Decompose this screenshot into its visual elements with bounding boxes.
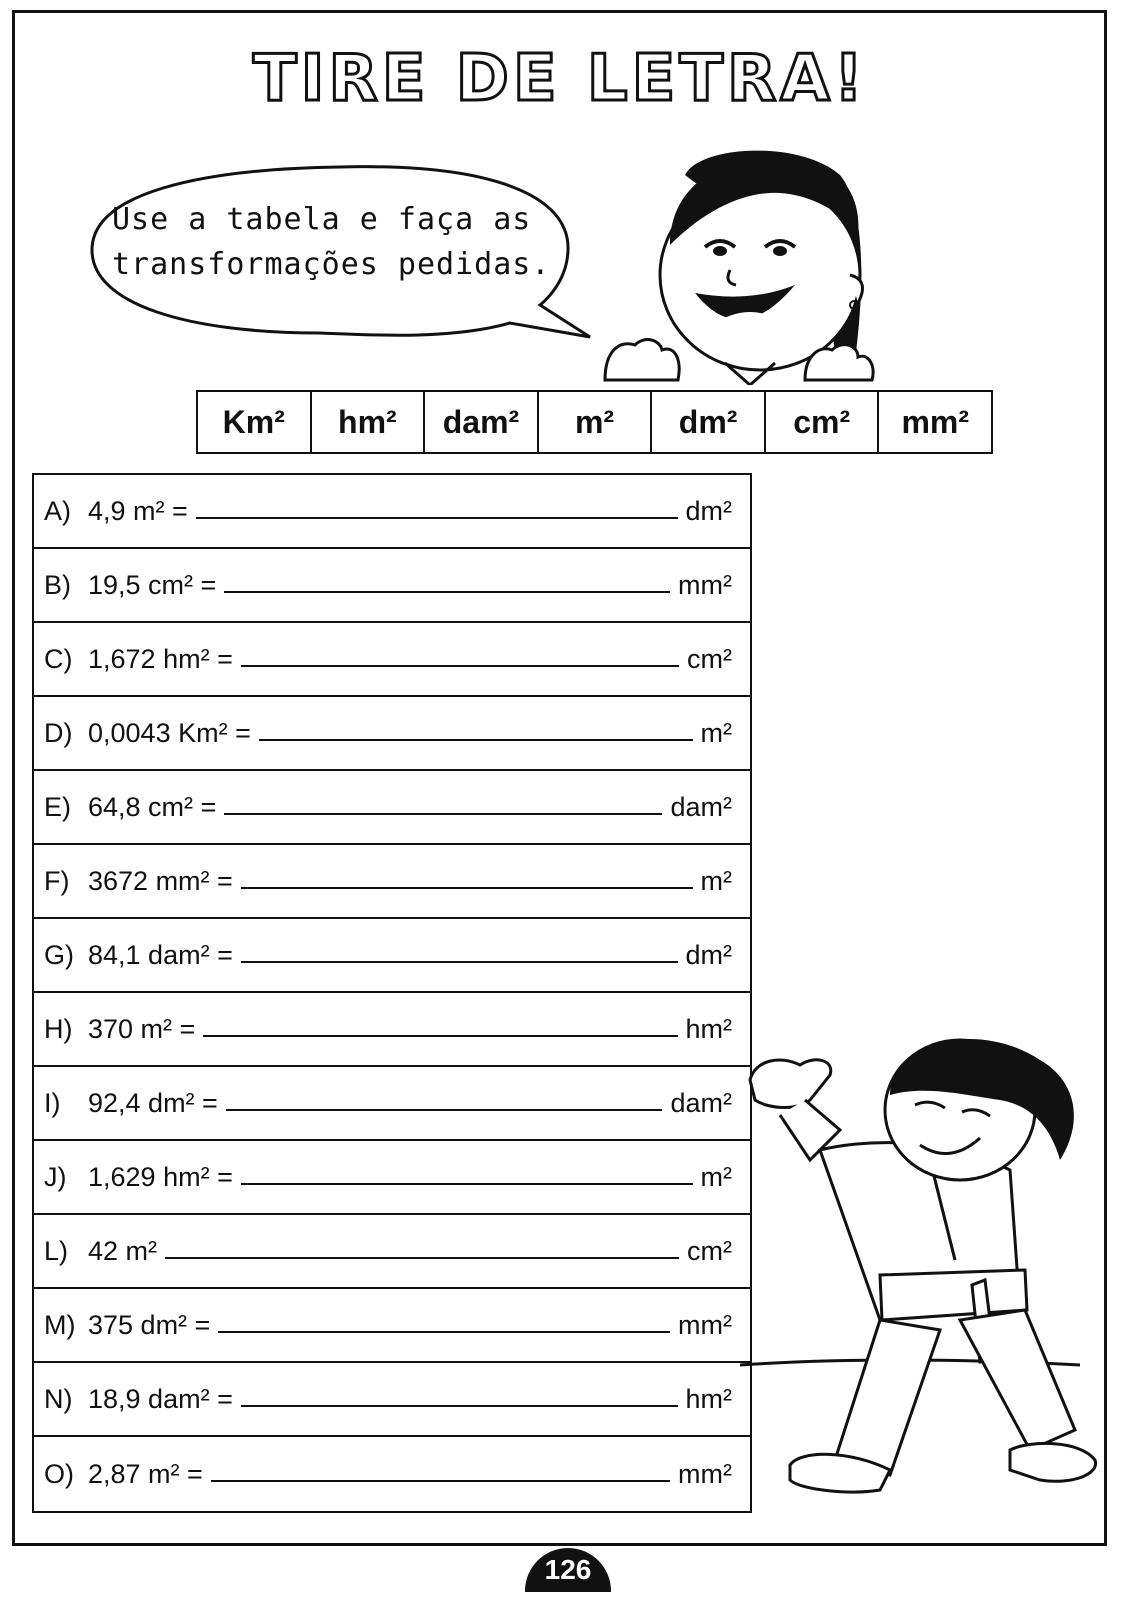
unit-cell: mm² [901, 403, 970, 440]
exercise-row [34, 1289, 750, 1363]
answer-line[interactable] [226, 1109, 663, 1111]
exercise-row [34, 697, 750, 771]
answer-line[interactable] [224, 813, 662, 815]
exercise-row [34, 623, 750, 697]
exercise-row [34, 771, 750, 845]
exercise-target-unit: dm² [685, 495, 732, 526]
answer-line[interactable] [211, 1480, 670, 1482]
unit-cell: m² [539, 392, 653, 452]
answer-line[interactable] [241, 1405, 678, 1407]
exercise-expression: 1,672 hm² = [88, 643, 233, 674]
exercise-target-unit: mm² [678, 1309, 732, 1340]
exercise-target-unit: cm² [687, 1235, 732, 1266]
speech-bubble [70, 155, 610, 355]
exercise-row [34, 845, 750, 919]
exercise-expression: 2,87 m² = [88, 1458, 203, 1489]
exercise-letter: O) [44, 1458, 74, 1489]
answer-line[interactable] [241, 1183, 693, 1185]
title-text: TIRE DE LETRA! [252, 42, 868, 110]
exercise-letter: D) [44, 717, 73, 748]
exercise-expression: 375 dm² = [88, 1309, 211, 1340]
boy-illustration [740, 1020, 1110, 1540]
exercise-row [34, 549, 750, 623]
exercise-expression: 92,4 dm² = [88, 1087, 218, 1118]
unit-cell: Km² [198, 392, 312, 452]
answer-line[interactable] [241, 961, 678, 963]
exercise-target-unit: mm² [678, 1458, 732, 1489]
page-number: 126 [525, 1548, 611, 1592]
exercise-row [34, 993, 750, 1067]
exercise-letter: A) [44, 495, 71, 526]
exercise-letter: B) [44, 569, 71, 600]
unit-cell: dm² [652, 392, 766, 452]
exercise-expression: 18,9 dam² = [88, 1383, 233, 1414]
answer-line[interactable] [203, 1035, 677, 1037]
answer-line[interactable] [224, 591, 670, 593]
exercise-letter: N) [44, 1383, 73, 1414]
exercise-row [34, 1067, 750, 1141]
unit-cell: hm² [312, 392, 426, 452]
answer-line[interactable] [241, 665, 679, 667]
exercise-row [34, 475, 750, 549]
exercise-expression: 370 m² = [88, 1013, 196, 1044]
exercise-letter: M) [44, 1309, 76, 1340]
title-graphic [200, 40, 920, 110]
exercise-expression: 1,629 hm² = [88, 1161, 233, 1192]
page-title [200, 40, 920, 110]
exercise-letter: G) [44, 939, 74, 970]
answer-line[interactable] [196, 517, 678, 519]
unit-cell: cm² [766, 392, 880, 452]
exercise-expression: 0,0043 Km² = [88, 717, 251, 748]
exercise-target-unit: dam² [670, 791, 732, 822]
answer-line[interactable] [241, 887, 693, 889]
exercise-target-unit: cm² [687, 643, 732, 674]
exercise-target-unit: dam² [670, 1087, 732, 1118]
exercise-row [34, 1141, 750, 1215]
exercise-row [34, 1215, 750, 1289]
exercise-expression: 19,5 cm² = [88, 569, 217, 600]
exercise-expression: 4,9 m² = [88, 495, 188, 526]
exercise-row [34, 919, 750, 993]
exercise-target-unit: hm² [685, 1383, 732, 1414]
exercise-letter: C) [44, 643, 73, 674]
exercise-target-unit: m² [700, 717, 732, 748]
exercise-list [32, 473, 752, 1513]
unit-cell: dam² [425, 392, 539, 452]
exercise-letter: I) [44, 1087, 61, 1118]
exercise-letter: E) [44, 791, 71, 822]
girl-illustration [600, 135, 890, 385]
exercise-letter: H) [44, 1013, 73, 1044]
exercise-target-unit: m² [700, 1161, 732, 1192]
exercise-expression: 84,1 dam² = [88, 939, 233, 970]
exercise-target-unit: dm² [685, 939, 732, 970]
answer-line[interactable] [259, 739, 693, 741]
exercise-target-unit: m² [700, 865, 732, 896]
exercise-target-unit: mm² [678, 569, 732, 600]
exercise-row [34, 1437, 750, 1511]
answer-line[interactable] [165, 1257, 679, 1259]
exercise-expression: 64,8 cm² = [88, 791, 217, 822]
exercise-row [34, 1363, 750, 1437]
exercise-expression: 3672 mm² = [88, 865, 233, 896]
exercise-letter: L) [44, 1235, 69, 1266]
unit-table [196, 390, 993, 454]
speech-bubble-text: Use a tabela e faça as transformações pedidas. [112, 202, 551, 282]
exercise-letter: J) [44, 1161, 67, 1192]
answer-line[interactable] [218, 1331, 670, 1333]
exercise-letter: F) [44, 865, 70, 896]
exercise-target-unit: hm² [685, 1013, 732, 1044]
exercise-expression: 42 m² [88, 1235, 158, 1266]
